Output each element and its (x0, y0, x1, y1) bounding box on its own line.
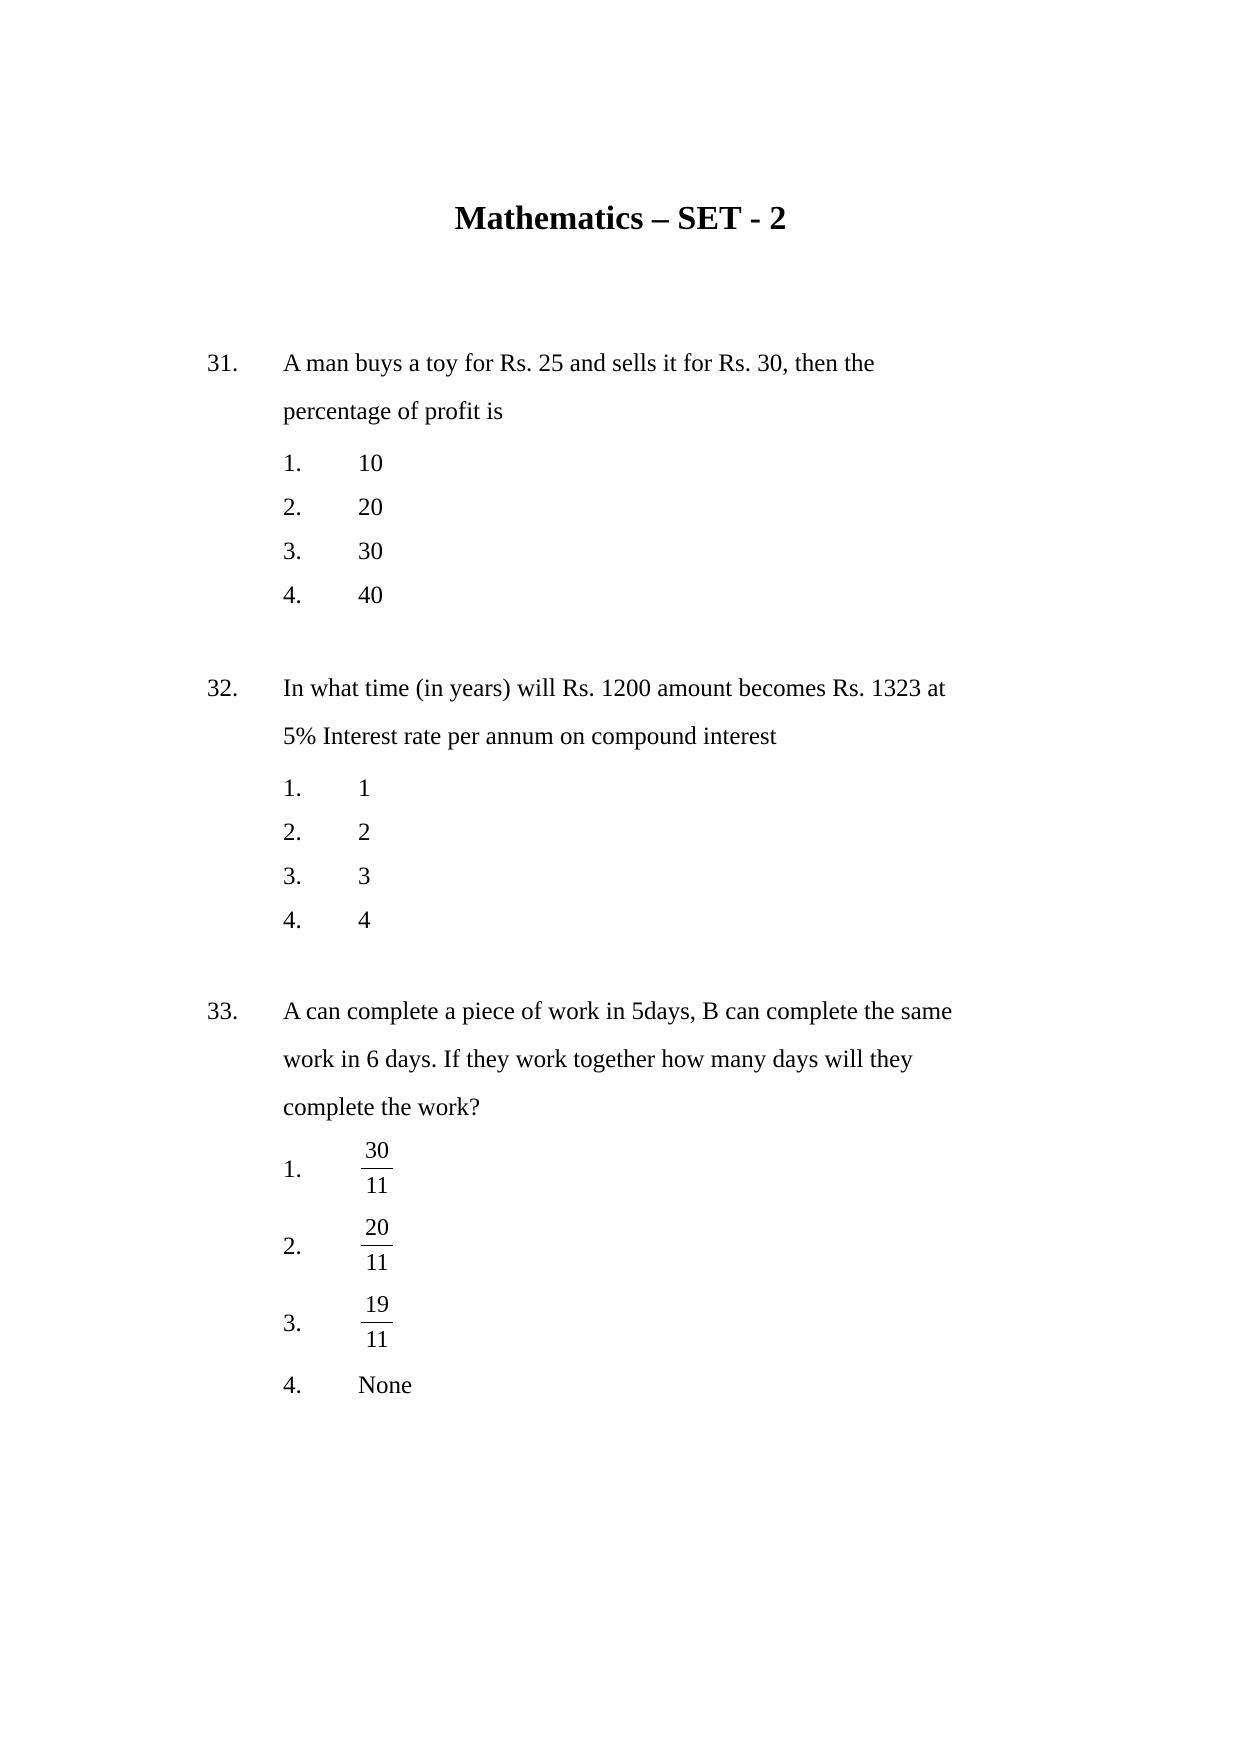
option-value: 40 (358, 582, 383, 609)
fraction-denominator: 11 (365, 1327, 389, 1353)
fraction-numerator: 30 (361, 1136, 393, 1169)
question-text-line: work in 6 days. If they work together how many days will they (283, 1046, 913, 1073)
option-value: 4 (358, 907, 371, 934)
question-text (283, 988, 1043, 1132)
option-value: None (358, 1372, 413, 1399)
option-value: 1 (358, 775, 371, 802)
fraction-denominator: 11 (365, 1173, 389, 1199)
question-number: 32. (207, 675, 239, 702)
fraction (361, 1290, 393, 1355)
question-text-line: A man buys a toy for Rs. 25 and sells it for Rs. 30, then the (283, 350, 875, 377)
fraction-numerator: 20 (361, 1213, 393, 1246)
option-number: 4. (283, 582, 302, 609)
question-text-line: A can complete a piece of work in 5days, B can complete the same (283, 998, 953, 1025)
question-text-line: In what time (in years) will Rs. 1200 amount becomes Rs. 1323 at (283, 675, 946, 702)
option-value: 10 (358, 450, 383, 477)
option-number: 2. (283, 494, 302, 521)
option-value: 3 (358, 863, 371, 890)
option-number: 1. (283, 775, 302, 802)
question-text (283, 665, 1043, 761)
fraction (361, 1213, 393, 1278)
fraction-numerator: 19 (361, 1290, 393, 1323)
option-value: 20 (358, 494, 383, 521)
option-number: 1. (283, 1156, 302, 1183)
fraction-denominator: 11 (365, 1250, 389, 1276)
option-number: 3. (283, 863, 302, 890)
question-number: 31. (207, 350, 239, 377)
option-number: 2. (283, 1233, 302, 1260)
question-text-line: complete the work? (283, 1094, 481, 1121)
option-number: 2. (283, 819, 302, 846)
option-number: 3. (283, 538, 302, 565)
option-number: 3. (283, 1310, 302, 1337)
option-value: 2 (358, 819, 371, 846)
option-number: 4. (283, 907, 302, 934)
question-text (283, 340, 1043, 436)
option-value: 30 (358, 538, 383, 565)
page-title: Mathematics – SET - 2 (454, 200, 787, 237)
option-number: 4. (283, 1372, 302, 1399)
question-text-line: 5% Interest rate per annum on compound interest (283, 723, 777, 750)
question-number: 33. (207, 998, 239, 1025)
option-number: 1. (283, 450, 302, 477)
fraction (361, 1136, 393, 1201)
question-text-line: percentage of profit is (283, 398, 504, 425)
